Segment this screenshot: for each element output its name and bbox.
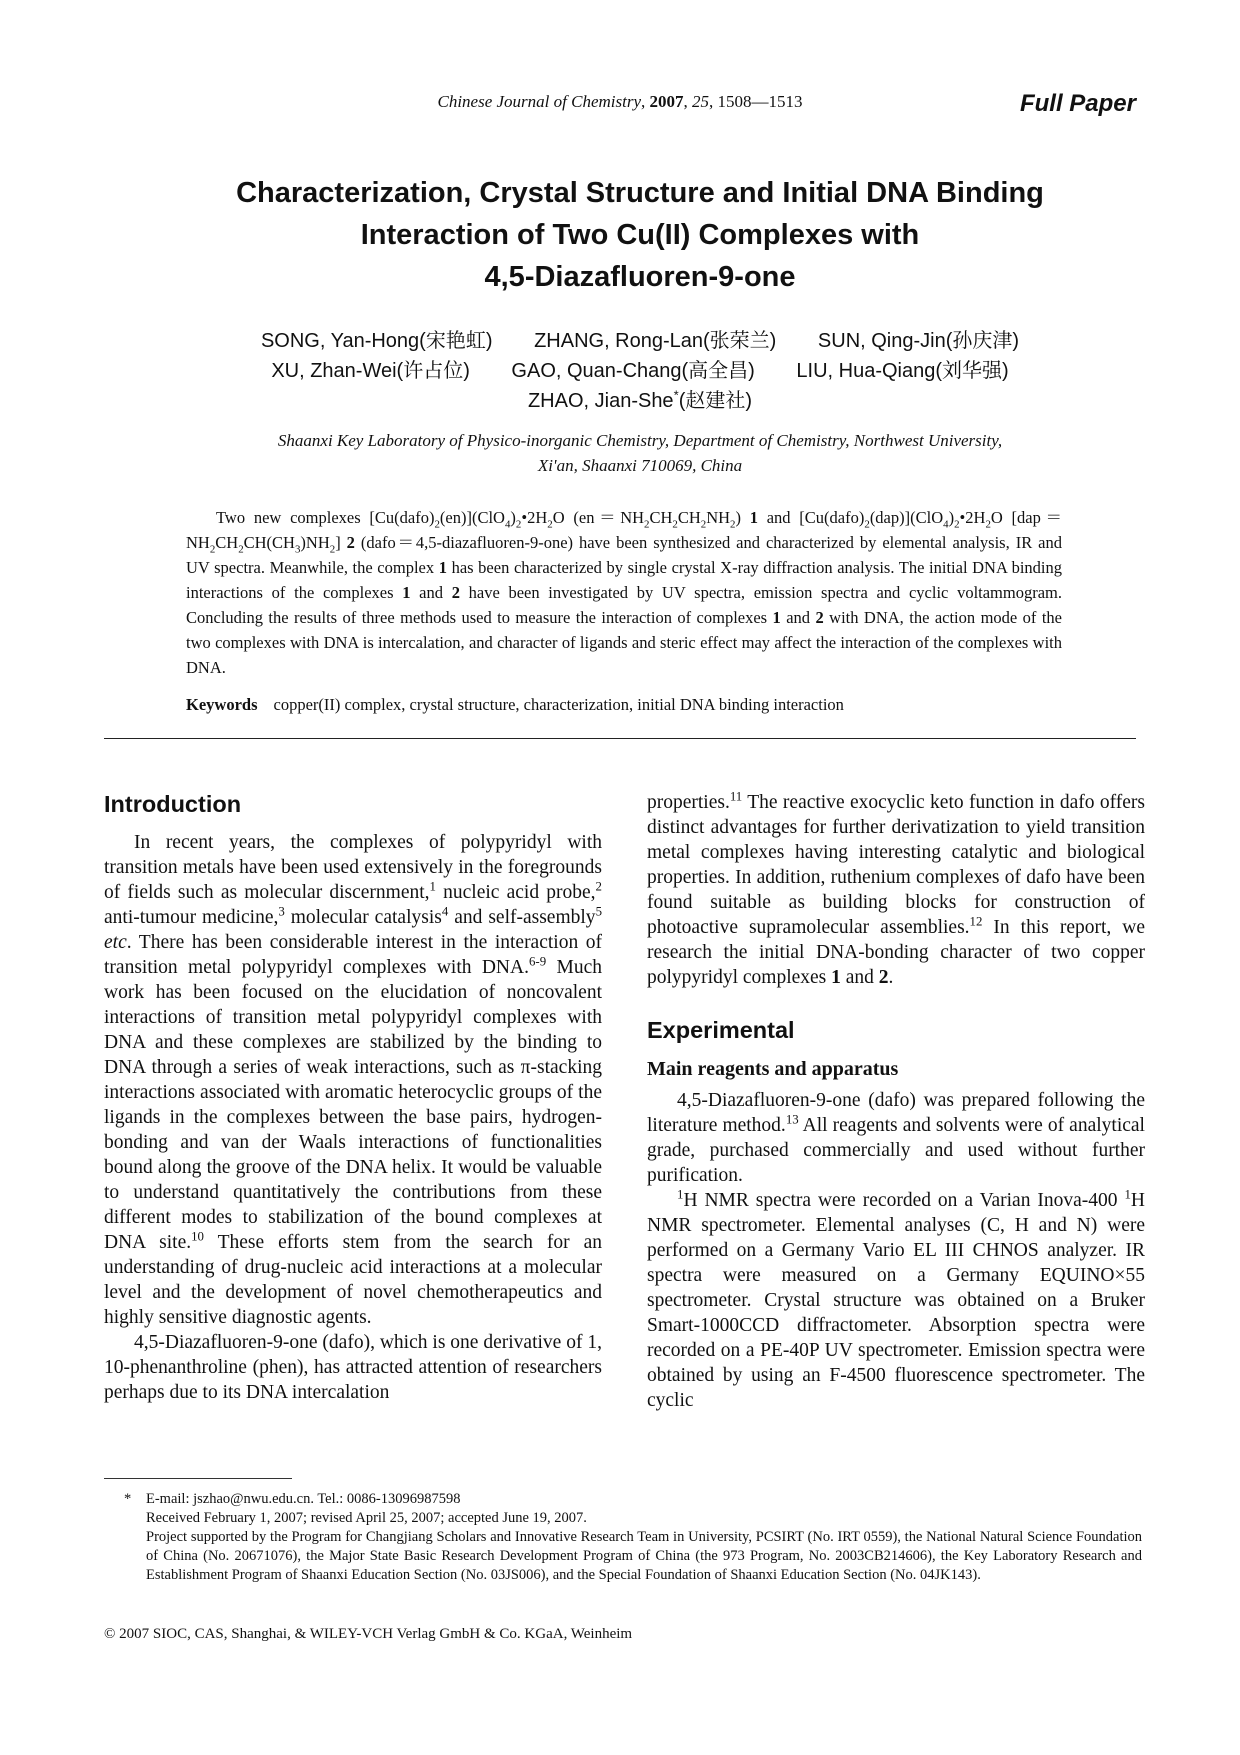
corresponding-author xyxy=(527,387,753,412)
journal-year: 2007 xyxy=(649,92,684,111)
article-type-label: Full Paper xyxy=(1019,90,1136,117)
paragraph: 4,5-Diazafluoren-9-one (dafo) was prepared following the literature method.$^{13}$ All reagents and solvents were of analytical grade, purchased commercially and used without further purification. xyxy=(647,1090,1145,1186)
footnote-divider xyxy=(104,1478,292,1479)
journal-name: Chinese Journal of Chemistry xyxy=(437,92,641,111)
citation[interactable]: 13 xyxy=(785,1112,799,1127)
author-list xyxy=(150,326,1130,416)
compound-number: 1 xyxy=(749,508,758,527)
affiliation-line-2: Xi'an, Shaanxi 710069, China xyxy=(537,456,743,475)
journal-pages: 1508—1513 xyxy=(717,92,803,111)
footnote-received: Received February 1, 2007; revised April 25, 2007; accepted June 19, 2007. xyxy=(146,1510,587,1526)
keywords-text: copper(II) complex, crystal structure, characterization, initial DNA binding interaction xyxy=(273,695,844,714)
author-chinese-name: (赵建社) xyxy=(678,390,753,412)
subsection-heading: Main reagents and apparatus xyxy=(647,1058,899,1080)
right-column xyxy=(647,790,1145,1413)
left-column xyxy=(104,790,602,1405)
footnote-email: * E-mail: jszhao@nwu.edu.cn. Tel.: 0086-13096987598 xyxy=(124,1491,461,1507)
footnotes xyxy=(124,1490,1142,1585)
citation[interactable]: 5 xyxy=(595,904,602,919)
keywords-label: Keywords xyxy=(186,695,258,714)
footnote-funding: Project supported by the Program for Changjiang Scholars and Innovative Research Team in University, PCSIRT (No. IRT 0559), the National Natural Science Foundation of China (No. 20671076), the Major State Basic Research Development Program of China (the 973 Program, No. 2003CB214606), the Key Laboratory Research and Establishment Program of Shaanxi Education Section (No. 03JS006), and the Special Foundation of Shaanxi Education Section (No. 04JK143). xyxy=(146,1529,1142,1583)
journal-volume: 25 xyxy=(692,92,709,111)
section-heading-experimental: Experimental xyxy=(647,1017,795,1043)
keywords xyxy=(186,695,1086,715)
author-name: GAO, Quan-Chang(高全昌) xyxy=(511,360,755,382)
title-line-1: Characterization, Crystal Structure and Initial DNA Binding xyxy=(236,177,1044,209)
citation[interactable]: 4 xyxy=(441,904,449,919)
author-row xyxy=(150,386,1130,416)
title-line-2: Interaction of Two Cu(II) Complexes with xyxy=(360,219,920,251)
copyright: © 2007 SIOC, CAS, Shanghai, & WILEY-VCH Verlag GmbH & Co. KGaA, Weinheim xyxy=(104,1626,633,1642)
citation[interactable]: 1 xyxy=(429,879,436,894)
paragraph: In recent years, the complexes of polypyridyl with transition metals have been used extensively in the foregrounds of fields such as molecular discernment,$^1$ nucleic acid probe,$^2$ anti-tumour medicine,$^3$ molecular catalysis$^4$ and self-assembly$^5$ etc. There has been considerable interest in the interaction of transition metal polypyridyl complexes with DNA.$^{6-9}$ Much work has been focused on the elucidation of noncovalent interactions of transition metal polypyridyl complexes with DNA and these complexes are stabilized by the binding to DNA through a series of weak interactions, such as π-stacking interactions associated with aromatic heterocyclic groups of the ligands in the complexes between the base pairs, hydrogen-bonding and van der Waals interactions of functionalities bound along the groove of the DNA helix. It would be valuable to understand quantitatively the contributions from these different modes to stabilization of the bound complexes at DNA site.$^{10}$ These efforts stem from the search for an understanding of drug-nucleic acid interactions at a molecular level and the development of novel chemotherapeutics and highly sensitive diagnostic agents. xyxy=(104,832,603,1328)
citation[interactable]: 2 xyxy=(595,879,602,894)
author-name: SONG, Yan-Hong(宋艳虹) xyxy=(260,330,493,352)
affiliation-line-1: Shaanxi Key Laboratory of Physico-inorganic Chemistry, Department of Chemistry, Northwest University, xyxy=(277,431,1003,450)
journal-citation: Chinese Journal of Chemistry, 2007, 25, 1508—1513 xyxy=(437,92,803,111)
section-divider xyxy=(104,738,1136,739)
citation[interactable]: 6-9 xyxy=(528,954,547,969)
compound-number: 2 xyxy=(346,533,355,552)
paragraph: properties.$^{11}$ The reactive exocyclic keto function in dafo offers distinct advantages for further derivatization to yield transition metal complexes having interesting catalytic and biological properties. In addition, ruthenium complexes of dafo have been found suitable as building blocks for construction of photoactive supramolecular assemblies.$^{12}$ In this report, we research the initial DNA-bonding character of two copper polypyridyl complexes 1 and 2. xyxy=(647,789,1146,988)
citation[interactable]: 11 xyxy=(729,789,743,804)
paper-title xyxy=(150,172,1130,298)
paragraph: 4,5-Diazafluoren-9-one (dafo), which is one derivative of 1, 10-phenanthroline (phen), has attracted attention of researchers perhaps due to its DNA intercalation xyxy=(104,1332,602,1403)
author-row xyxy=(150,356,1130,386)
author-row xyxy=(150,326,1130,356)
title-line-3: 4,5-Diazafluoren-9-one xyxy=(484,261,796,293)
author-name: XU, Zhan-Wei(许占位) xyxy=(271,360,470,382)
citation[interactable]: 3 xyxy=(278,904,285,919)
citation[interactable]: 10 xyxy=(191,1229,204,1244)
affiliation xyxy=(150,428,1130,478)
section-heading-introduction: Introduction xyxy=(104,791,242,817)
author-name: LIU, Hua-Qiang(刘华强) xyxy=(796,360,1009,382)
author-name: ZHANG, Rong-Lan(张荣兰) xyxy=(534,330,777,352)
abstract: Two new complexes $[Cu(dafo)_2(en)](ClO_4)_2•2H_2O$ $(en=NH_2CH_2CH_2NH_2)$ 1 and $[Cu(dafo)_2(dap)](ClO_4)_2•2H_2O$ $[dap=NH_2CH_2CH(CH_3)NH_2]$ 2 (dafo＝4,5-diazafluoren-9-one) have been synthesized and characterized by elemental analysis, IR and UV spectra. Meanwhile, the complex 1 has been characterized by single crystal X-ray diffraction analysis. The initial DNA binding interactions of the complexes 1 and 2 have been investigated by UV spectra, emission spectra and cyclic voltammogram. Concluding the results of three methods used to measure the interaction of complexes 1 and 2 with DNA, the action mode of the two complexes with DNA is intercalation, and character of ligands and steric effect may affect the interaction of the complexes with DNA. xyxy=(186,508,1063,677)
footnote-mark: * xyxy=(124,1491,132,1507)
corresponding-mark: * xyxy=(673,387,679,403)
author-name: SUN, Qing-Jin(孙庆津) xyxy=(817,330,1020,352)
citation[interactable]: 12 xyxy=(969,914,983,929)
author-name: ZHAO, Jian-She xyxy=(527,390,674,412)
paragraph: $^1$H NMR spectra were recorded on a Varian Inova-400 $^1$H NMR spectrometer. Elemental analyses (C, H and N) were performed on a Germany Vario EL III CHNOS analyzer. IR spectra were measured on a Germany EQUINO×55 spectrometer. Crystal structure was obtained on a Bruker Smart-1000CCD diffractometer. Absorption spectra were recorded on a PE-40P UV spectrometer. Emission spectra were obtained by using an F-4500 fluorescence spectrometer. The cyclic xyxy=(647,1187,1145,1411)
